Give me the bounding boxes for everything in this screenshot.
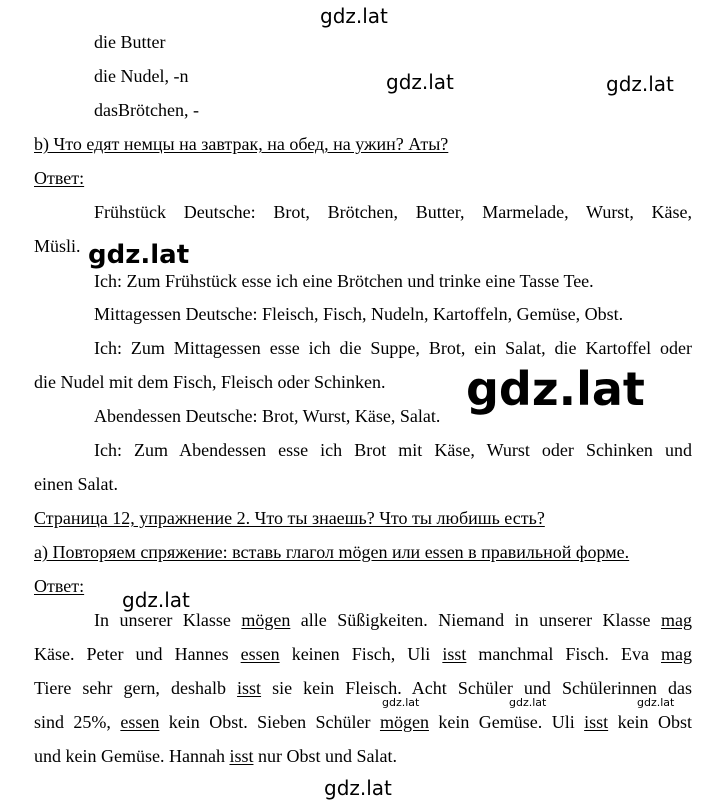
watermark: gdz.lat bbox=[509, 696, 547, 709]
text-segment: Käse. Peter und Hannes bbox=[34, 644, 241, 664]
text-segment: kein Obst bbox=[608, 712, 692, 732]
answer-line bbox=[34, 643, 692, 665]
watermark: gdz.lat bbox=[386, 70, 454, 94]
paragraph-line: Mittagessen Deutsche: Fleisch, Fisch, Nudeln, Kartoffeln, Gemüse, Obst. bbox=[94, 304, 624, 324]
text-segment: kein Gemüse. Uli bbox=[428, 712, 585, 732]
paragraph-line: Ich: Zum Frühstück esse ich eine Brötchen und trinke eine Tasse Tee. bbox=[94, 271, 594, 291]
text-segment: In unserer Klasse bbox=[94, 610, 242, 630]
verb-answer: mag bbox=[661, 644, 692, 664]
text-segment: sie kein Fleisch. Acht Schüler und Schülerinnen das bbox=[261, 678, 692, 698]
watermark: gdz.lat bbox=[466, 362, 645, 416]
verb-answer: essen bbox=[120, 712, 160, 732]
watermark: gdz.lat bbox=[606, 72, 674, 96]
verb-answer: isst bbox=[442, 644, 467, 664]
verb-answer: mögen bbox=[379, 712, 429, 732]
answer-line bbox=[94, 609, 692, 631]
text-segment: kein Obst. Sieben Schüler bbox=[159, 712, 380, 732]
paragraph-line: Abendessen Deutsche: Brot, Wurst, Käse, Salat. bbox=[94, 406, 441, 426]
answer-line bbox=[34, 745, 397, 767]
watermark: gdz.lat bbox=[320, 4, 388, 28]
question-heading: b) Что едят немцы на завтрак, на обед, на ужин? Аты? bbox=[34, 134, 449, 154]
vocab-item: dasBrötchen, - bbox=[94, 100, 199, 120]
paragraph-line: die Nudel mit dem Fisch, Fleisch oder Schinken. bbox=[34, 372, 386, 392]
text-segment: Tiere sehr gern, deshalb bbox=[34, 678, 238, 698]
text-segment: nur Obst und Salat. bbox=[253, 746, 397, 766]
watermark: gdz.lat bbox=[324, 776, 392, 800]
paragraph-line: Ich: Zum Mittagessen esse ich die Suppe, Brot, ein Salat, die Kartoffel oder bbox=[94, 338, 692, 358]
paragraph-line: einen Salat. bbox=[34, 474, 118, 494]
answer-label: Ответ: bbox=[34, 168, 85, 188]
paragraph-line: Frühstück Deutsche: Brot, Brötchen, Butter, Marmelade, Wurst, Käse, bbox=[94, 202, 692, 222]
exercise-task: а) Повторяем спряжение: вставь глагол mögen или essen в правильной форме. bbox=[34, 542, 630, 562]
answer-label: Ответ: bbox=[34, 576, 85, 596]
text-segment: sind 25%, bbox=[34, 712, 121, 732]
verb-answer: isst bbox=[237, 678, 262, 698]
paragraph-line: Müsli. bbox=[34, 236, 81, 256]
vocab-item: die Butter bbox=[94, 32, 166, 52]
text-segment: und kein Gemüse. Hannah bbox=[34, 746, 230, 766]
text-segment: keinen Fisch, Uli bbox=[279, 644, 443, 664]
verb-answer: isst bbox=[584, 712, 609, 732]
paragraph-line: Ich: Zum Abendessen esse ich Brot mit Käse, Wurst oder Schinken und bbox=[94, 440, 692, 460]
verb-answer: mag bbox=[660, 610, 692, 630]
verb-answer: essen bbox=[240, 644, 280, 664]
watermark: gdz.lat bbox=[637, 696, 675, 709]
vocab-item: die Nudel, -n bbox=[94, 66, 189, 86]
verb-answer: isst bbox=[229, 746, 254, 766]
watermark: gdz.lat bbox=[122, 588, 190, 612]
answer-line bbox=[34, 711, 692, 733]
watermark: gdz.lat bbox=[88, 240, 190, 270]
exercise-heading: Страница 12, упражнение 2. Что ты знаешь? Что ты любишь есть? bbox=[34, 508, 545, 528]
watermark: gdz.lat bbox=[382, 696, 420, 709]
verb-answer: mögen bbox=[241, 610, 291, 630]
text-segment: manchmal Fisch. Eva bbox=[466, 644, 661, 664]
answer-line bbox=[34, 677, 692, 699]
text-segment: alle Süßigkeiten. Niemand in unserer Klasse bbox=[290, 610, 661, 630]
